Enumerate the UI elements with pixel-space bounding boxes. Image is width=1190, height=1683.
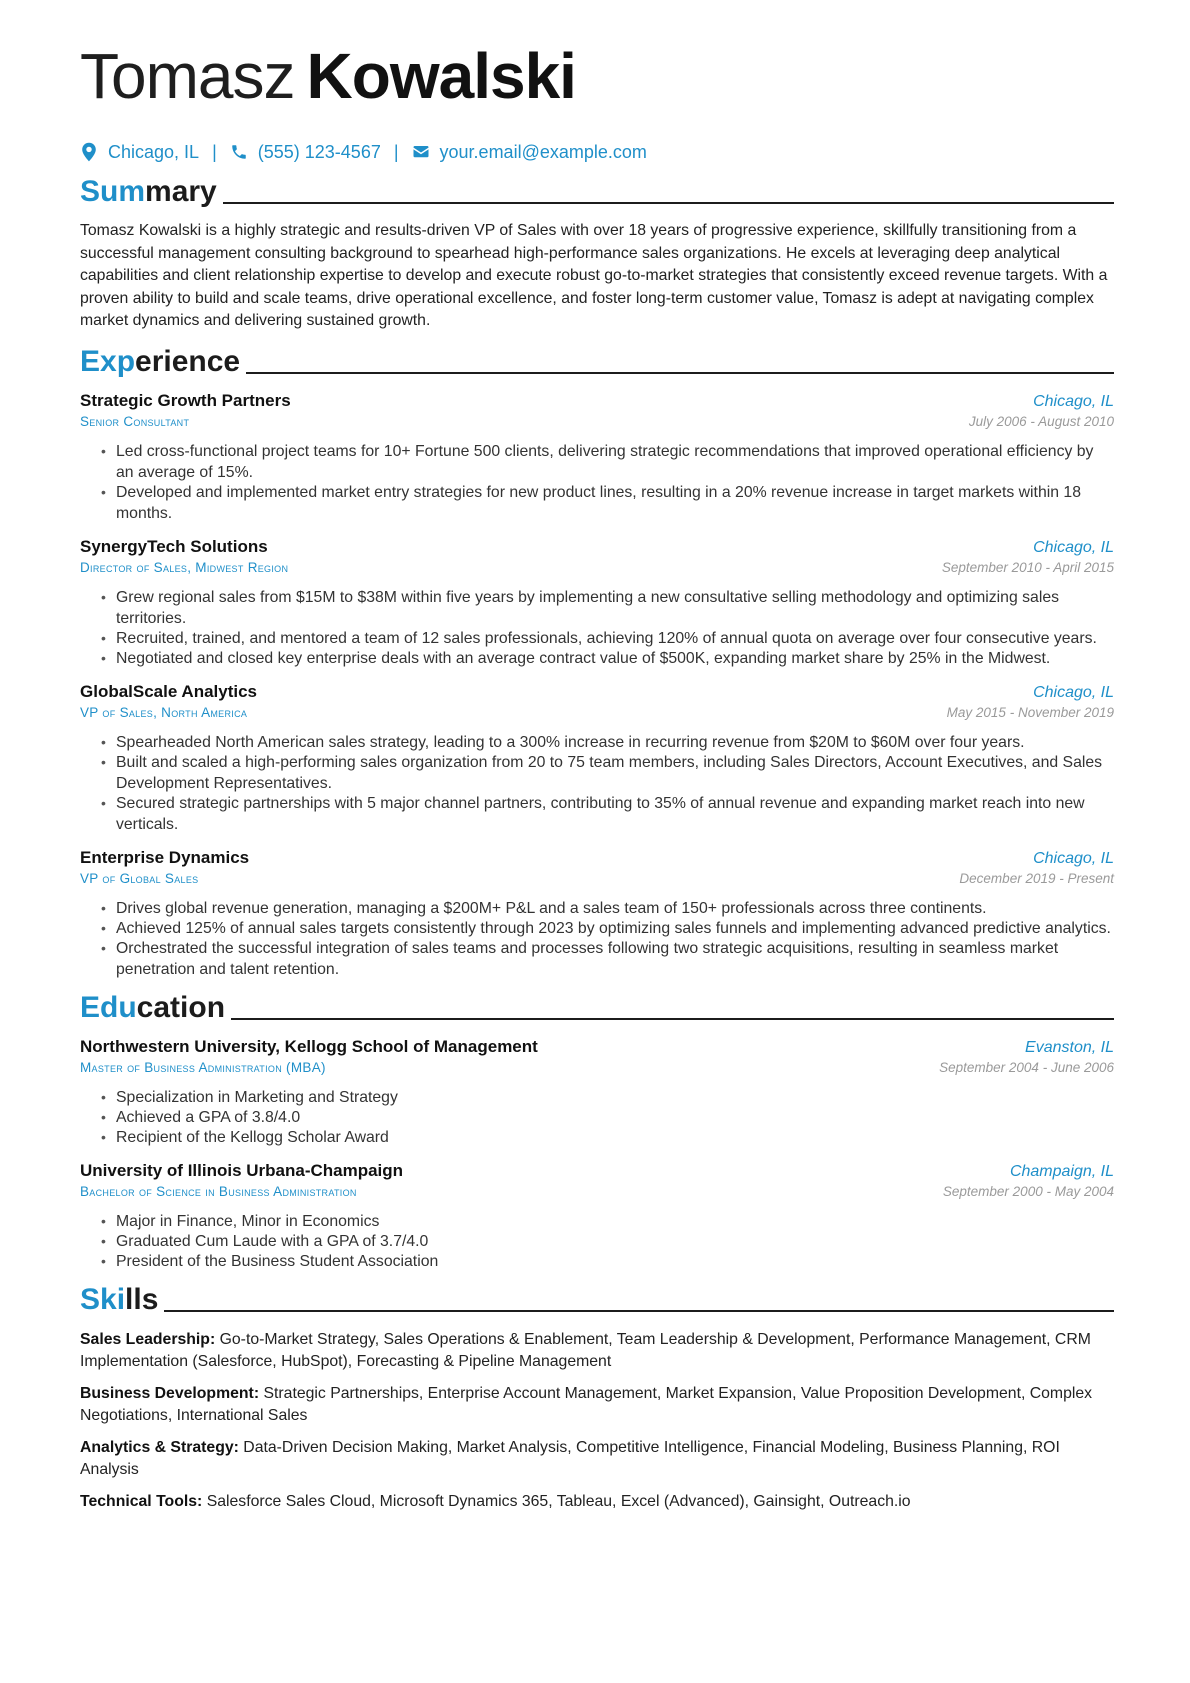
experience-entry: [80, 391, 1114, 524]
envelope-icon: [412, 142, 430, 162]
entry-role: VP of Global Sales: [80, 870, 199, 886]
bullet-item: • Recipient of the Kellogg Scholar Award: [116, 1127, 1114, 1148]
summary-text: Tomasz Kowalski is a highly strategic and results-driven VP of Sales with over 18 years of progressive experience, skillfully transitioning from a successful management consulting background to spearhead high-performance sales organizations. He excels at leveraging deep analytical capabilities and client relationship expertise to develop and execute robust go-to-market strategies that consistently exceed revenue targets. With a proven ability to build and scale teams, drive operational excellence, and foster long-term customer value, Tomasz is adept at navigating complex market dynamics and delivering sustained growth.: [80, 222, 1108, 329]
bullet-item: • Developed and implemented market entry strategies for new product lines, resulting in a 20% revenue increase in target markets within 18 months.: [116, 482, 1114, 524]
candidate-name: [80, 40, 1114, 114]
bullet-item: • President of the Business Student Association: [116, 1251, 1114, 1272]
skills-heading: [80, 1282, 1114, 1316]
skill-category: Analytics & Strategy:: [80, 1438, 239, 1456]
location-text: Chicago, IL: [108, 141, 200, 162]
contact-email[interactable]: [412, 142, 647, 163]
entry-subheader: [80, 1184, 1114, 1199]
bullet-item: • Major in Finance, Minor in Economics: [116, 1211, 1114, 1232]
entry-header: [80, 391, 1114, 411]
skill-row: [80, 1491, 1114, 1514]
organization-name: Northwestern University, Kellogg School of Management: [80, 1036, 538, 1056]
bullet-list: [80, 1211, 1114, 1272]
entry-location: Chicago, IL: [1033, 538, 1114, 556]
experience-list: [80, 391, 1114, 980]
skill-row: [80, 1437, 1114, 1482]
bullet-list: [80, 441, 1114, 524]
skill-row: [80, 1329, 1114, 1374]
bullet-list: [80, 898, 1114, 980]
entry-role: Bachelor of Science in Business Administration: [80, 1183, 357, 1199]
bullet-list: [80, 587, 1114, 669]
bullet-item: • Drives global revenue generation, managing a $200M+ P&L and a sales team of 150+ professionals across three continents.: [116, 898, 1114, 919]
entry-dates: December 2019 - Present: [959, 870, 1114, 886]
heading-rest: erience: [135, 344, 241, 378]
entry-subheader: [80, 1060, 1114, 1075]
entry-dates: May 2015 - November 2019: [946, 704, 1114, 720]
organization-name: Strategic Growth Partners: [80, 390, 291, 410]
entry-dates: July 2006 - August 2010: [968, 413, 1114, 429]
email-text: your.email@example.com: [439, 141, 647, 162]
bullet-item: • Orchestrated the successful integration of sales teams and processes following two strategic acquisitions, resulting in seamless market penetration and talent retention.: [116, 938, 1114, 980]
skill-items: Salesforce Sales Cloud, Microsoft Dynamics 365, Tableau, Excel (Advanced), Gainsight, Outreach.io: [206, 1492, 911, 1510]
map-pin-icon: [80, 142, 98, 162]
bullet-item: • Built and scaled a high-performing sales organization from 20 to 75 team members, including Sales Directors, Account Executives, and Sales Development Representatives.: [116, 752, 1114, 794]
heading-rest: lls: [125, 1282, 159, 1316]
entry-header: [80, 537, 1114, 557]
heading-accent: Edu: [80, 990, 137, 1024]
entry-location: Chicago, IL: [1033, 683, 1114, 701]
entry-location: Chicago, IL: [1033, 849, 1114, 867]
skill-category: Sales Leadership:: [80, 1330, 216, 1348]
phone-text: (555) 123-4567: [257, 141, 381, 162]
organization-name: University of Illinois Urbana-Champaign: [80, 1160, 404, 1180]
heading-rule: [246, 372, 1114, 374]
bullet-item: • Grew regional sales from $15M to $38M within five years by implementing a new consultative selling methodology and optimizing sales territories.: [116, 587, 1114, 629]
entry-role: VP of Sales, North America: [80, 704, 248, 720]
bullet-item: • Graduated Cum Laude with a GPA of 3.7/4.0: [116, 1231, 1114, 1252]
experience-entry: [80, 848, 1114, 980]
entry-subheader: [80, 871, 1114, 886]
experience-entry: [80, 682, 1114, 835]
last-name: Kowalski: [306, 40, 576, 112]
skill-category: Technical Tools:: [80, 1492, 203, 1510]
bullet-list: [80, 732, 1114, 835]
heading-rule: [164, 1310, 1114, 1312]
heading-rule: [231, 1018, 1114, 1020]
bullet-item: • Recruited, trained, and mentored a team of 12 sales professionals, achieving 120% of annual quota on average over four consecutive years.: [116, 628, 1114, 649]
skill-items: Strategic Partnerships, Enterprise Account Management, Market Expansion, Value Proposition Development, Complex Negotiations, International Sales: [80, 1384, 1093, 1424]
entry-subheader: [80, 560, 1114, 575]
entry-role: Director of Sales, Midwest Region: [80, 559, 289, 575]
experience-entry: [80, 537, 1114, 669]
contact-phone[interactable]: [230, 142, 381, 163]
entry-dates: September 2004 - June 2006: [939, 1059, 1114, 1075]
bullet-item: • Secured strategic partnerships with 5 major channel partners, contributing to 35% of annual revenue and expanding market reach into new verticals.: [116, 793, 1114, 835]
bullet-item: • Achieved 125% of annual sales targets consistently through 2023 by optimizing sales funnels and implementing advanced predictive analytics.: [116, 918, 1114, 939]
bullet-item: • Achieved a GPA of 3.8/4.0: [116, 1107, 1114, 1128]
education-entry: [80, 1161, 1114, 1272]
entry-role: Senior Consultant: [80, 413, 190, 429]
entry-header: [80, 848, 1114, 868]
skill-category: Business Development:: [80, 1384, 260, 1402]
contact-separator: |: [212, 141, 217, 162]
contact-location: [80, 142, 199, 163]
entry-header: [80, 1037, 1114, 1057]
entry-header: [80, 1161, 1114, 1181]
heading-accent: Exp: [80, 344, 136, 378]
organization-name: Enterprise Dynamics: [80, 847, 250, 867]
organization-name: GlobalScale Analytics: [80, 681, 257, 701]
experience-heading: [80, 344, 1114, 378]
education-entry: [80, 1037, 1114, 1148]
contact-separator: |: [393, 141, 399, 162]
education-list: [80, 1037, 1114, 1272]
contact-line: [80, 140, 1114, 164]
heading-rest: cation: [136, 990, 226, 1024]
heading-accent: Ski: [80, 1282, 126, 1316]
summary-heading: [80, 177, 1114, 207]
bullet-item: • Spearheaded North American sales strategy, leading to a 300% increase in recurring revenue from $20M to $60M over four years.: [116, 732, 1114, 753]
skill-items: Data-Driven Decision Making, Market Analysis, Competitive Intelligence, Financial Modeling, Business Planning, ROI Analysis: [80, 1438, 1060, 1478]
bullet-item: • Negotiated and closed key enterprise deals with an average contract value of $500K, expanding market share by 25% in the Midwest.: [116, 648, 1114, 669]
entry-role: Master of Business Administration (MBA): [80, 1059, 326, 1075]
bullet-item: • Specialization in Marketing and Strategy: [116, 1087, 1114, 1108]
entry-header: [80, 682, 1114, 702]
entry-dates: September 2000 - May 2004: [942, 1183, 1114, 1199]
heading-rule: [223, 202, 1114, 204]
entry-subheader: [80, 705, 1114, 720]
entry-dates: September 2010 - April 2015: [941, 559, 1114, 575]
entry-location: Evanston, IL: [1025, 1038, 1114, 1056]
entry-subheader: [80, 414, 1114, 429]
organization-name: SynergyTech Solutions: [80, 536, 268, 556]
entry-location: Champaign, IL: [1009, 1162, 1114, 1180]
heading-rest: mary: [145, 175, 217, 208]
skill-items: Go-to-Market Strategy, Sales Operations & Enablement, Team Leadership & Development, Performance Management, CRM Implementation (Salesforce, HubSpot), Forecasting & Pipeline Management: [80, 1330, 1091, 1370]
bullet-list: [80, 1087, 1114, 1148]
education-heading: [80, 990, 1114, 1024]
phone-icon: [230, 142, 248, 162]
entry-location: Chicago, IL: [1033, 392, 1114, 410]
heading-accent: Sum: [80, 175, 146, 208]
bullet-item: • Led cross-functional project teams for 10+ Fortune 500 clients, delivering strategic recommendations that improved operational efficiency by an average of 15%.: [116, 441, 1114, 483]
first-name: Tomasz: [80, 40, 295, 112]
skills-list: [80, 1329, 1114, 1514]
skill-row: [80, 1383, 1114, 1428]
